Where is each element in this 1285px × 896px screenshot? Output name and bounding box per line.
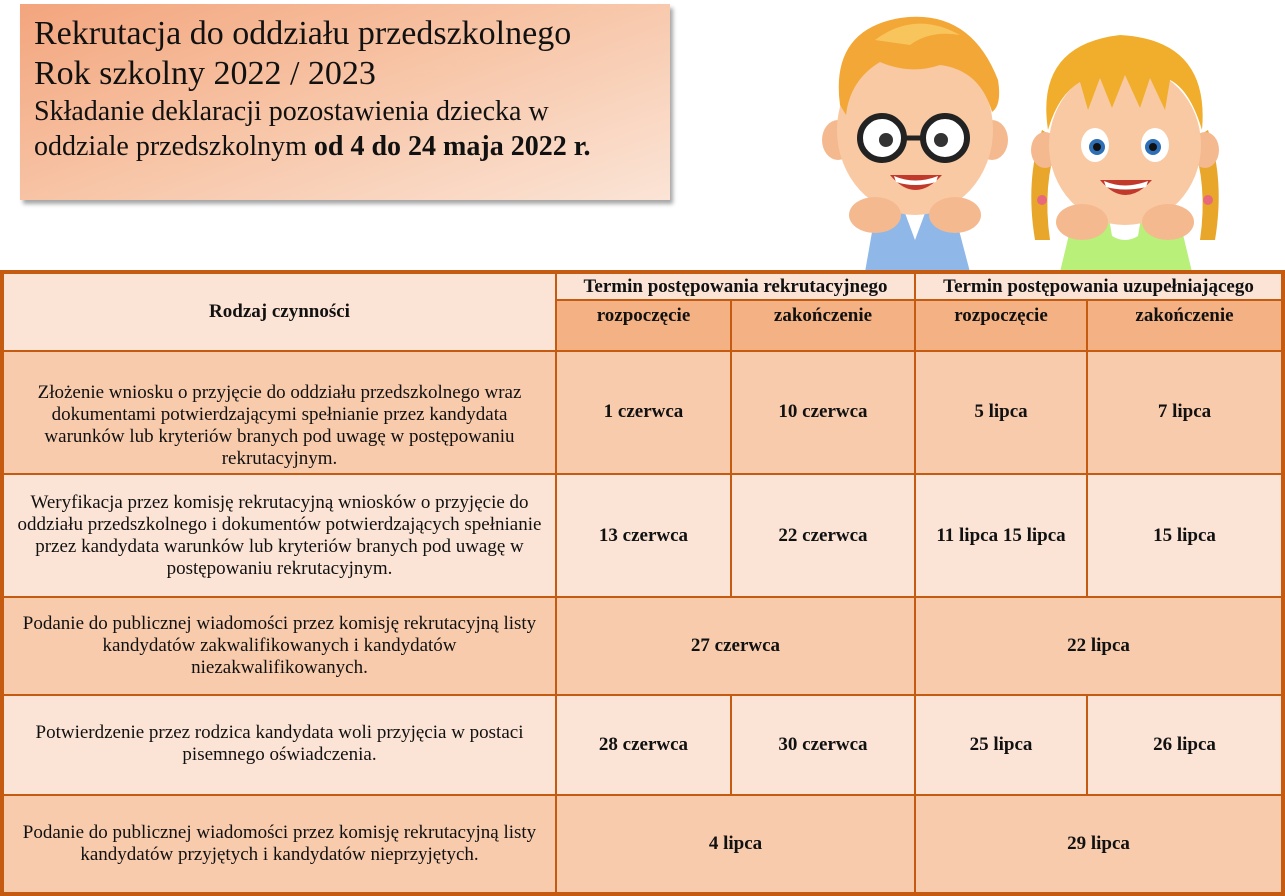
title-line-4-bold: od 4 do 24 maja 2022 r. (313, 131, 591, 162)
row-activity: Weryfikacja przez komisję rekrutacyjną wniosków o przyjęcie do oddziału przedszkolnego i dokumentów potwierdzających spełnianie przez kandydata warunków lub kryteriów branych pod uwagę w postępowaniu rekrutacyjnym. (2, 474, 556, 597)
girl-figure (1031, 35, 1219, 272)
row-supplementary-start: 11 lipca 15 lipca (915, 474, 1087, 597)
row-supplementary-merged: 29 lipca (915, 795, 1283, 894)
row-supplementary-end: 7 lipca (1087, 351, 1283, 474)
title-line-4-plain: oddziale przedszkolnym (34, 131, 314, 162)
row-recruitment-start: 28 czerwca (556, 695, 731, 795)
header-row-1 (2, 272, 1283, 300)
row-recruitment-end: 22 czerwca (731, 474, 915, 597)
header-group-recruitment: Termin postępowania rekrutacyjnego (556, 272, 915, 300)
row-recruitment-start: 1 czerwca (556, 351, 731, 474)
row-recruitment-merged: 27 czerwca (556, 597, 915, 695)
title-line-4 (34, 129, 656, 164)
row-activity: Złożenie wniosku o przyjęcie do oddziału przedszkolnego wraz dokumentami potwierdzającymi spełnianie przez kandydata warunków lub kryteriów branych pod uwagę w postępowaniu rekrutacyjnym. (2, 351, 556, 474)
table-row (2, 474, 1283, 597)
row-supplementary-merged: 22 lipca (915, 597, 1283, 695)
title-line-1: Rekrutacja do oddziału przedszkolnego (34, 15, 572, 52)
header-recruitment-end: zakończenie (731, 300, 915, 350)
row-recruitment-start: 13 czerwca (556, 474, 731, 597)
title-line-3: Składanie deklaracji pozostawienia dziecka w (34, 96, 549, 127)
row-supplementary-start: 25 lipca (915, 695, 1087, 795)
row-activity: Podanie do publicznej wiadomości przez komisję rekrutacyjną listy kandydatów przyjętych i kandydatów nieprzyjętych. (2, 795, 556, 894)
boy-figure (822, 17, 1008, 272)
header-supplementary-end: zakończenie (1087, 300, 1283, 350)
header-activity: Rodzaj czynności (2, 272, 556, 351)
children-illustration (820, 0, 1230, 272)
table-row (2, 795, 1283, 894)
row-recruitment-end: 30 czerwca (731, 695, 915, 795)
row-supplementary-end: 26 lipca (1087, 695, 1283, 795)
title-line-2: Rok szkolny 2022 / 2023 (34, 55, 376, 92)
table-row (2, 695, 1283, 795)
recruitment-schedule-table (0, 270, 1285, 896)
row-activity: Potwierdzenie przez rodzica kandydata woli przyjęcia w postaci pisemnego oświadczenia. (2, 695, 556, 795)
row-supplementary-end: 15 lipca (1087, 474, 1283, 597)
header-group-supplementary: Termin postępowania uzupełniającego (915, 272, 1283, 300)
title-box (20, 4, 670, 200)
header-supplementary-start: rozpoczęcie (915, 300, 1087, 350)
table-row (2, 351, 1283, 474)
table-row (2, 597, 1283, 695)
row-recruitment-end: 10 czerwca (731, 351, 915, 474)
row-recruitment-merged: 4 lipca (556, 795, 915, 894)
row-activity: Podanie do publicznej wiadomości przez komisję rekrutacyjną listy kandydatów zakwalifikowanych i kandydatów niezakwalifikowanych. (2, 597, 556, 695)
header-recruitment-start: rozpoczęcie (556, 300, 731, 350)
row-supplementary-start: 5 lipca (915, 351, 1087, 474)
